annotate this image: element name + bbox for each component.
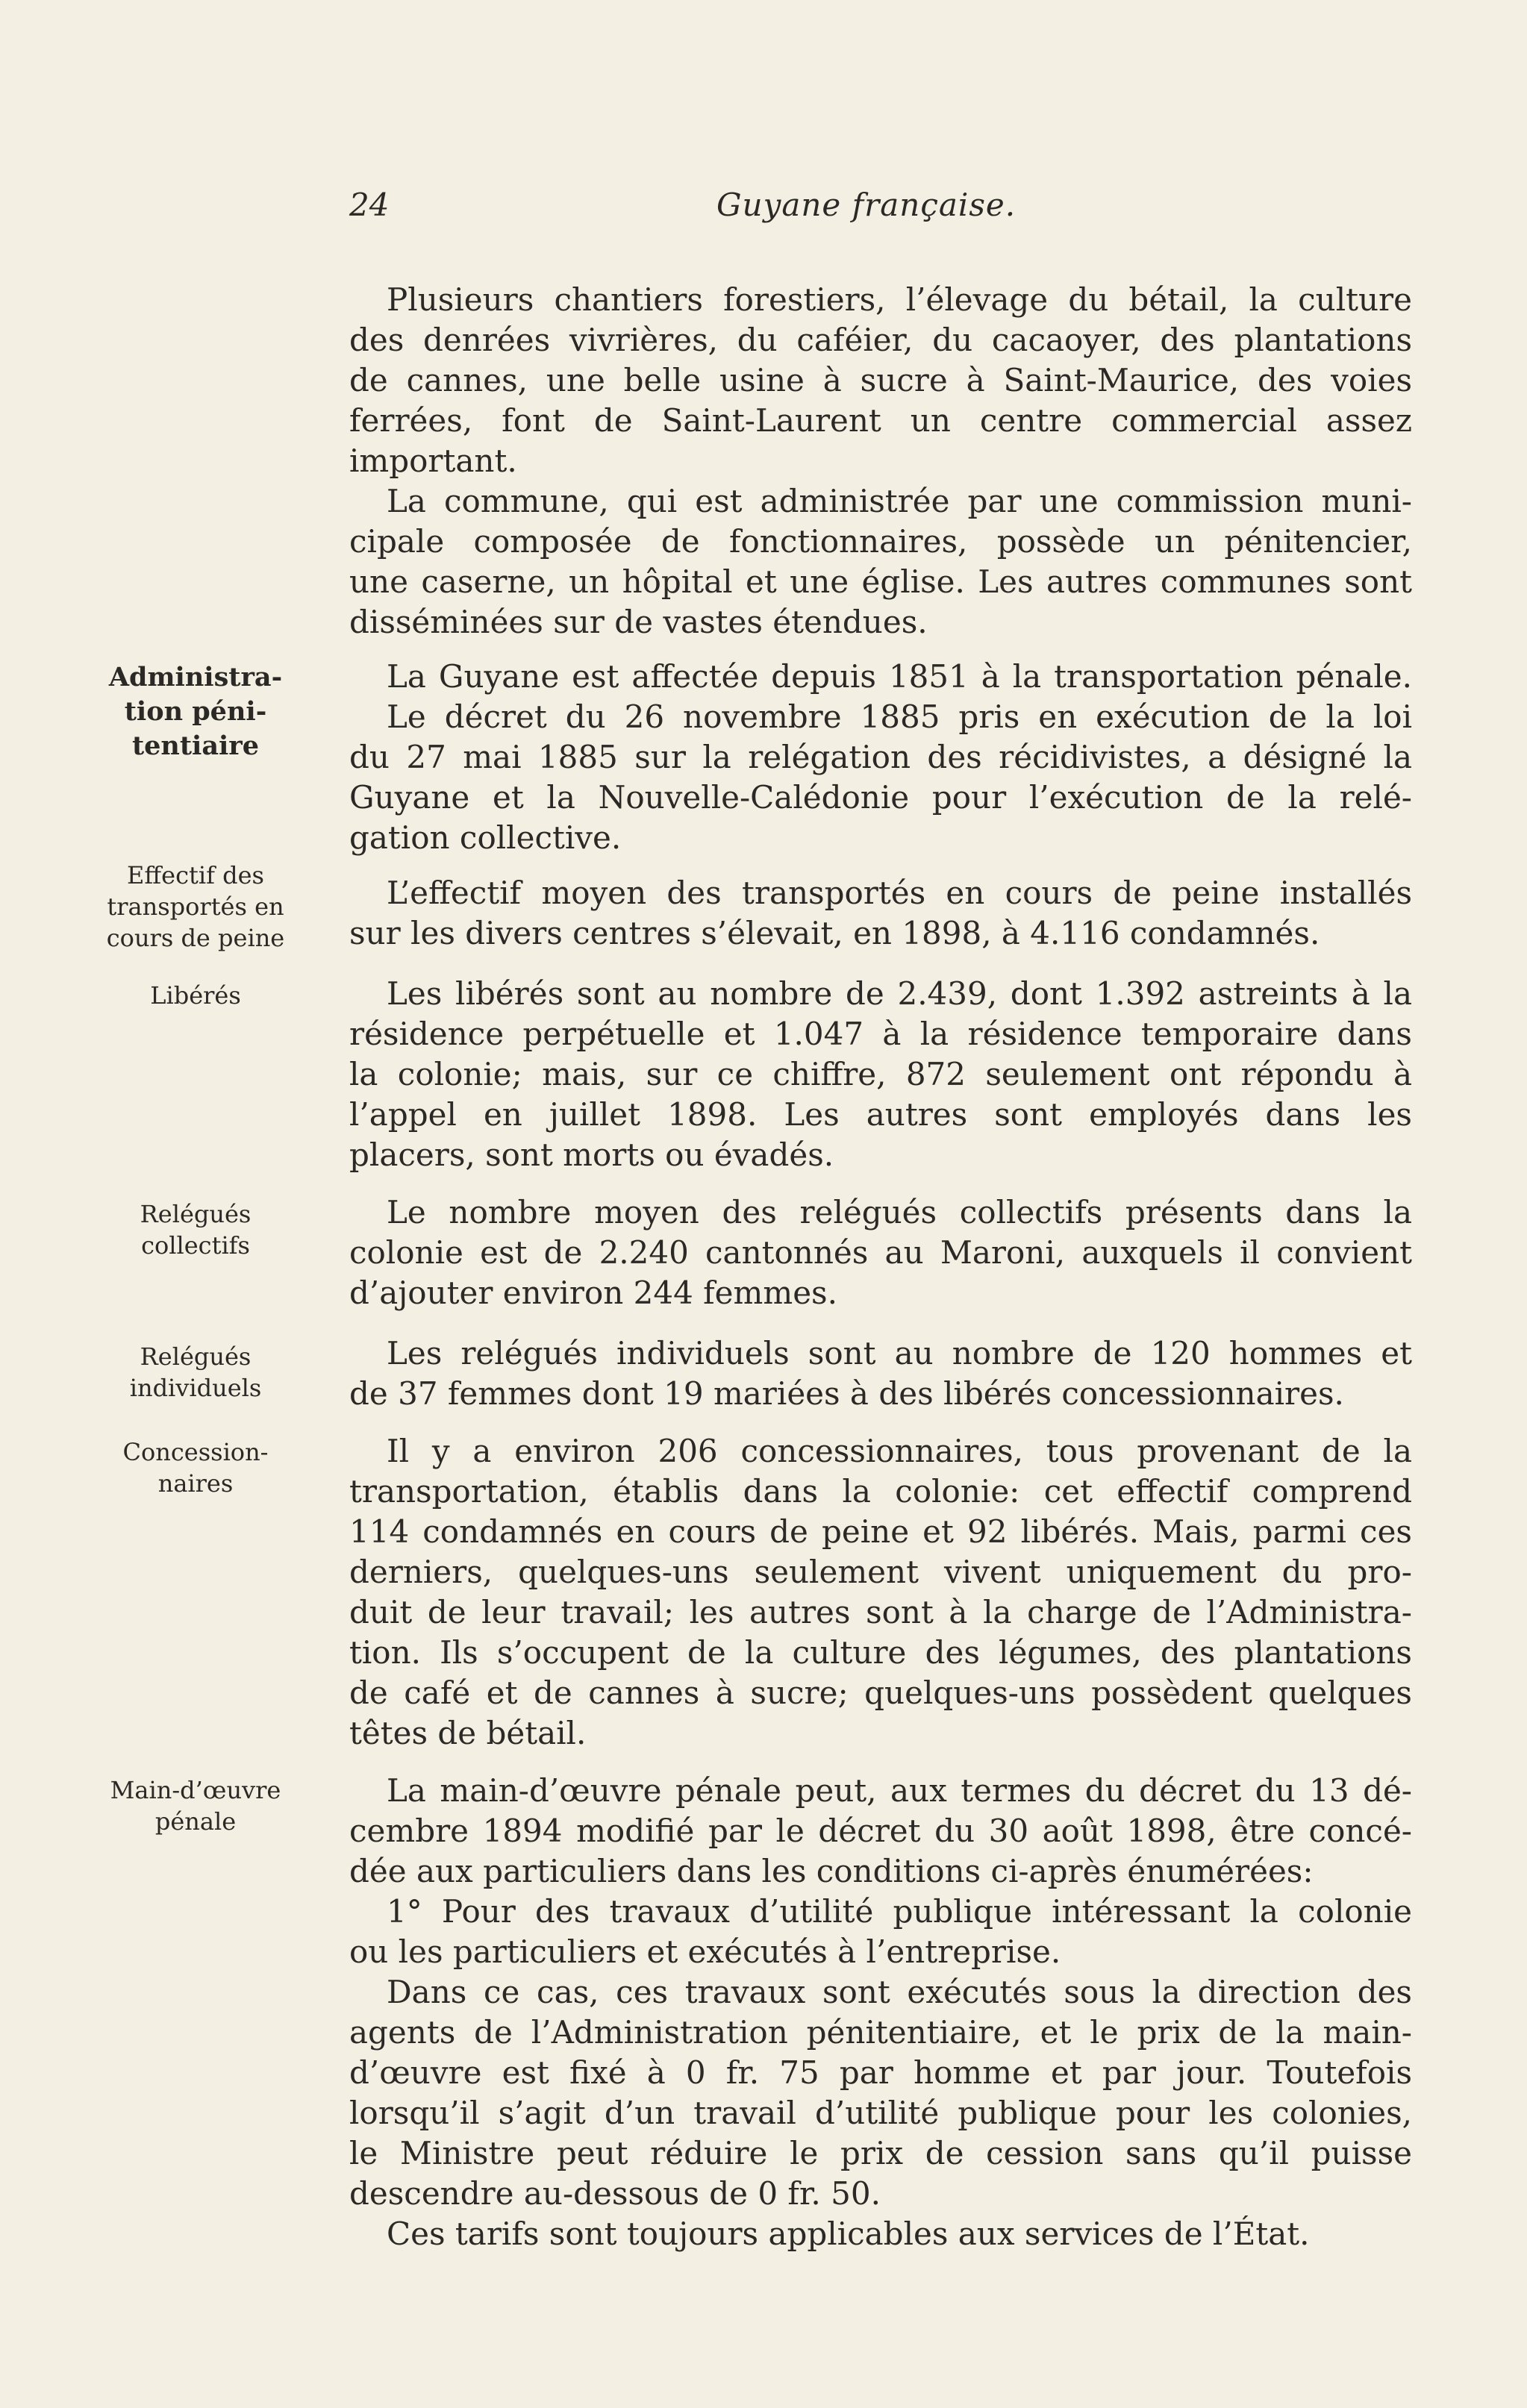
body-line: résidence perpétuelle et 1.047 à la résidence temporaire dans bbox=[349, 1016, 1412, 1052]
body-line: disséminées sur de vastes étendues. bbox=[349, 604, 928, 640]
body-line: descendre au-dessous de 0 fr. 50. bbox=[349, 2175, 881, 2212]
body-line: transportation, établis dans la colonie: cet effectif comprend bbox=[349, 1473, 1412, 1510]
body-line: agents de l’Administration pénitentiaire, et le prix de la main- bbox=[349, 2014, 1412, 2051]
body-line: Les relégués individuels sont au nombre de 120 hommes et bbox=[387, 1335, 1412, 1372]
margin-note: Relégués individuels bbox=[129, 1342, 262, 1402]
body-line: L’effectif moyen des transportés en cours de peine installés bbox=[387, 875, 1412, 911]
body-line: une caserne, un hôpital et une église. Les autres communes sont bbox=[349, 563, 1412, 600]
body-line: La commune, qui est administrée par une commission muni- bbox=[387, 483, 1412, 519]
body-line: la colonie; mais, sur ce chiffre, 872 seulement ont répondu à bbox=[349, 1056, 1412, 1092]
body-line: 1° Pour des travaux d’utilité publique intéressant la colonie bbox=[387, 1893, 1412, 1930]
body-line: La Guyane est affectée depuis 1851 à la transportation pénale. bbox=[387, 658, 1412, 695]
body-line: 114 condamnés en cours de peine et 92 libérés. Mais, parmi ces bbox=[349, 1513, 1412, 1550]
body-line: duit de leur travail; les autres sont à la charge de l’Administra- bbox=[349, 1594, 1412, 1630]
body-line: Plusieurs chantiers forestiers, l’élevage du bétail, la culture bbox=[387, 281, 1412, 318]
margin-note: Main-d’œuvre pénale bbox=[110, 1776, 281, 1836]
margin-note: Concession- naires bbox=[122, 1438, 269, 1498]
body-line: de 37 femmes dont 19 mariées à des libérés concessionnaires. bbox=[349, 1375, 1344, 1412]
body-line: Le nombre moyen des relégués collectifs présents dans la bbox=[387, 1194, 1412, 1230]
body-line: des denrées vivrières, du caféier, du cacaoyer, des plantations bbox=[349, 322, 1412, 358]
page-number: 24 bbox=[349, 187, 390, 223]
body-line: de café et de cannes à sucre; quelques-uns possèdent quelques bbox=[349, 1674, 1412, 1711]
body-line: d’ajouter environ 244 femmes. bbox=[349, 1275, 837, 1311]
body-line: gation collective. bbox=[349, 819, 622, 856]
body-line: le Ministre peut réduire le prix de cession sans qu’il puisse bbox=[349, 2135, 1412, 2171]
body-line: Guyane et la Nouvelle-Calédonie pour l’exécution de la relé- bbox=[349, 779, 1412, 816]
body-line: sur les divers centres s’élevait, en 1898, à 4.116 condamnés. bbox=[349, 915, 1320, 951]
body-line: Ces tarifs sont toujours applicables aux services de l’État. bbox=[387, 2215, 1310, 2252]
body-line: têtes de bétail. bbox=[349, 1715, 587, 1751]
body-line: La main-d’œuvre pénale peut, aux termes du décret du 13 dé- bbox=[387, 1772, 1412, 1809]
body-line: derniers, quelques-uns seulement vivent uniquement du pro- bbox=[349, 1554, 1412, 1590]
body-line: lorsqu’il s’agit d’un travail d’utilité publique pour les colonies, bbox=[349, 2095, 1412, 2131]
body-line: Il y a environ 206 concessionnaires, tous provenant de la bbox=[387, 1433, 1412, 1469]
margin-note: Relégués collectifs bbox=[140, 1200, 252, 1260]
margin-note: Effectif des transportés en cours de peine bbox=[106, 861, 285, 952]
running-title: Guyane française. bbox=[716, 187, 1017, 223]
body-line: ferrées, font de Saint-Laurent un centre commercial assez bbox=[349, 402, 1412, 439]
margin-note: Libérés bbox=[150, 981, 241, 1010]
body-line: Les libérés sont au nombre de 2.439, dont 1.392 astreints à la bbox=[387, 975, 1412, 1012]
body-line: d’œuvre est fixé à 0 fr. 75 par homme et par jour. Toutefois bbox=[349, 2054, 1412, 2091]
body-line: placers, sont morts ou évadés. bbox=[349, 1136, 834, 1173]
body-line: colonie est de 2.240 cantonnés au Maroni, auxquels il convient bbox=[349, 1234, 1412, 1271]
body-line: dée aux particuliers dans les conditions ci-après énumérées: bbox=[349, 1853, 1314, 1889]
body-line: de cannes, une belle usine à sucre à Saint-Maurice, des voies bbox=[349, 362, 1412, 398]
body-line: Dans ce cas, ces travaux sont exécutés sous la direction des bbox=[387, 1974, 1412, 2010]
body-line: important. bbox=[349, 442, 517, 479]
body-line: du 27 mai 1885 sur la relégation des récidivistes, a désigné la bbox=[349, 739, 1412, 775]
body-line: Le décret du 26 novembre 1885 pris en exécution de la loi bbox=[387, 698, 1412, 735]
body-line: ou les particuliers et exécutés à l’entreprise. bbox=[349, 1933, 1061, 1970]
body-line: l’appel en juillet 1898. Les autres sont employés dans les bbox=[349, 1096, 1412, 1133]
body-line: cembre 1894 modifié par le décret du 30 août 1898, être concé- bbox=[349, 1813, 1412, 1849]
margin-note: Administra- tion péni- tentiaire bbox=[108, 662, 283, 761]
body-line: cipale composée de fonctionnaires, possède un pénitencier, bbox=[349, 523, 1412, 560]
body-line: tion. Ils s’occupent de la culture des légumes, des plantations bbox=[349, 1634, 1412, 1671]
